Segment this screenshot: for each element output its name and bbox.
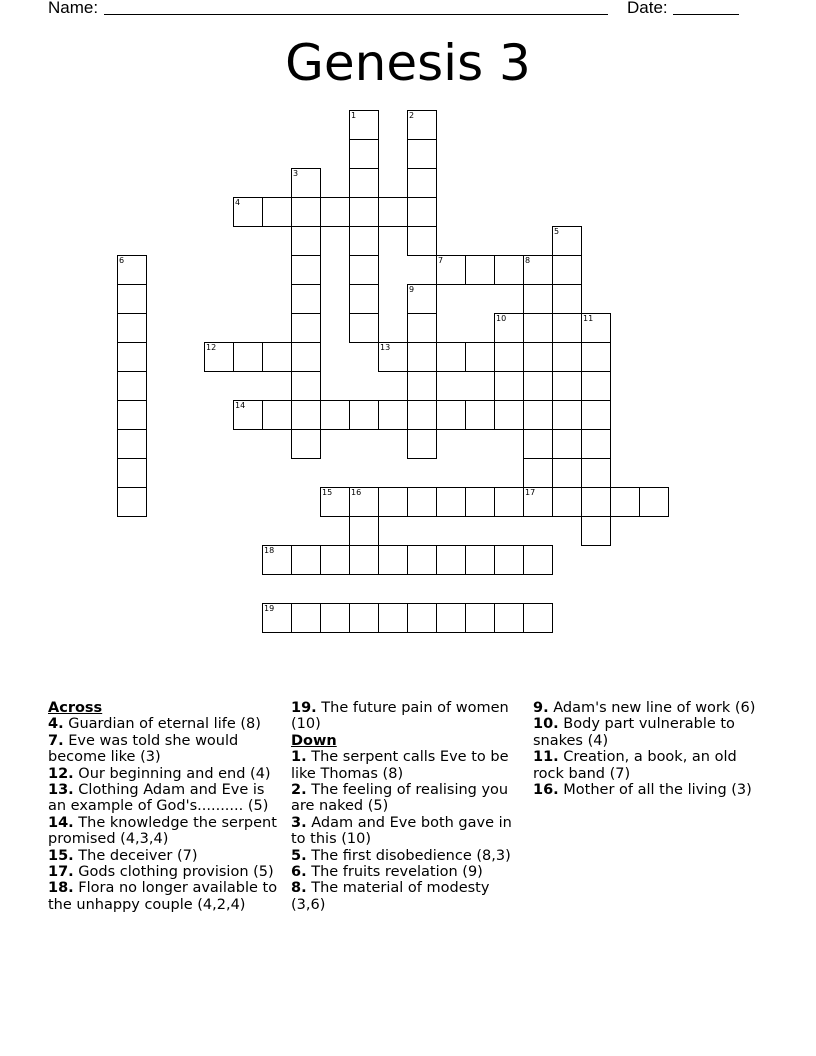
crossword-cell[interactable] xyxy=(523,545,553,575)
crossword-cell[interactable] xyxy=(117,429,147,459)
clue-item xyxy=(48,766,284,782)
clue-number: 5. xyxy=(291,847,307,864)
cell-number: 19 xyxy=(264,604,275,613)
clue-item xyxy=(291,864,523,880)
clue-number: 8. xyxy=(291,880,307,897)
crossword-cell[interactable] xyxy=(494,487,524,517)
crossword-cell[interactable] xyxy=(378,197,408,227)
crossword-cell[interactable] xyxy=(407,313,437,343)
clue-number: 1. xyxy=(291,749,307,766)
crossword-cell[interactable] xyxy=(204,342,234,372)
crossword-cell[interactable] xyxy=(378,545,408,575)
crossword-cell[interactable] xyxy=(291,371,321,401)
crossword-cell[interactable] xyxy=(291,603,321,633)
crossword-cell[interactable] xyxy=(552,458,582,488)
crossword-cell[interactable] xyxy=(117,255,147,285)
clue-number: 12. xyxy=(48,765,74,782)
crossword-cell[interactable] xyxy=(523,255,553,285)
crossword-cell[interactable] xyxy=(291,284,321,314)
crossword-cell[interactable] xyxy=(523,342,553,372)
clue-number: 11. xyxy=(533,749,559,766)
crossword-cell[interactable] xyxy=(494,342,524,372)
crossword-cell[interactable] xyxy=(523,284,553,314)
crossword-cell[interactable] xyxy=(523,487,553,517)
crossword-cell[interactable] xyxy=(349,168,379,198)
crossword-cell[interactable] xyxy=(523,458,553,488)
clues-column-2 xyxy=(291,700,523,913)
crossword-cell[interactable] xyxy=(436,545,466,575)
crossword-cell[interactable] xyxy=(262,342,292,372)
crossword-cell[interactable] xyxy=(552,400,582,430)
crossword-cell[interactable] xyxy=(349,139,379,169)
crossword-cell[interactable] xyxy=(552,429,582,459)
clue-number: 6. xyxy=(291,864,307,881)
crossword-cell[interactable] xyxy=(552,313,582,343)
clue-item xyxy=(48,716,284,732)
clue-number: 10. xyxy=(533,716,559,733)
crossword-cell[interactable] xyxy=(349,516,379,546)
crossword-cell[interactable] xyxy=(320,545,350,575)
crossword-cell[interactable] xyxy=(378,603,408,633)
crossword-cell[interactable] xyxy=(291,255,321,285)
crossword-cell[interactable] xyxy=(465,603,495,633)
crossword-cell[interactable] xyxy=(581,458,611,488)
crossword-cell[interactable] xyxy=(407,284,437,314)
clue-item xyxy=(48,864,284,880)
cell-number: 8 xyxy=(525,256,531,265)
crossword-cell[interactable] xyxy=(494,603,524,633)
crossword-cell[interactable] xyxy=(262,545,292,575)
cell-number: 17 xyxy=(525,488,536,497)
clue-number: 16. xyxy=(533,782,559,799)
clue-number: 3. xyxy=(291,814,307,831)
crossword-cell[interactable] xyxy=(262,197,292,227)
crossword-cell[interactable] xyxy=(349,400,379,430)
crossword-cell[interactable] xyxy=(552,487,582,517)
clue-item xyxy=(291,749,523,782)
crossword-cell[interactable] xyxy=(407,429,437,459)
name-label: Name: xyxy=(48,0,99,17)
crossword-cell[interactable] xyxy=(407,197,437,227)
crossword-cell[interactable] xyxy=(291,168,321,198)
crossword-cell[interactable] xyxy=(465,545,495,575)
crossword-cell[interactable] xyxy=(552,371,582,401)
clue-item xyxy=(533,749,769,782)
clue-text: Guardian of eternal life (8) xyxy=(68,716,261,733)
crossword-cell[interactable] xyxy=(117,371,147,401)
clue-item xyxy=(291,848,523,864)
crossword-cell[interactable] xyxy=(407,545,437,575)
crossword-cell[interactable] xyxy=(291,226,321,256)
crossword-cell[interactable] xyxy=(291,400,321,430)
down-heading: Down xyxy=(291,732,337,749)
crossword-cell[interactable] xyxy=(465,400,495,430)
cell-number: 7 xyxy=(438,256,444,265)
clue-item xyxy=(48,733,284,766)
crossword-cell[interactable] xyxy=(523,429,553,459)
crossword-cell[interactable] xyxy=(407,168,437,198)
crossword-cell[interactable] xyxy=(465,255,495,285)
crossword-cell[interactable] xyxy=(320,487,350,517)
crossword-cell[interactable] xyxy=(552,284,582,314)
crossword-cell[interactable] xyxy=(494,313,524,343)
cell-number: 15 xyxy=(322,488,333,497)
clue-number: 14. xyxy=(48,814,74,831)
clue-item xyxy=(291,815,523,848)
cell-number: 14 xyxy=(235,401,246,410)
crossword-cell[interactable] xyxy=(378,400,408,430)
crossword-cell[interactable] xyxy=(407,603,437,633)
clue-item xyxy=(48,848,284,864)
crossword-cell[interactable] xyxy=(581,371,611,401)
crossword-cell[interactable] xyxy=(117,458,147,488)
crossword-cell[interactable] xyxy=(494,400,524,430)
clue-item xyxy=(48,815,284,848)
clue-item xyxy=(291,782,523,815)
clue-text: Our beginning and end (4) xyxy=(78,765,271,782)
crossword-cell[interactable] xyxy=(291,197,321,227)
crossword-cell[interactable] xyxy=(407,110,437,140)
crossword-cell[interactable] xyxy=(320,197,350,227)
crossword-cell[interactable] xyxy=(117,284,147,314)
crossword-cell[interactable] xyxy=(378,342,408,372)
cell-number: 3 xyxy=(293,169,299,178)
crossword-cell[interactable] xyxy=(639,487,669,517)
crossword-cell[interactable] xyxy=(320,603,350,633)
clue-text: The fruits revelation (9) xyxy=(311,864,483,881)
crossword-cell[interactable] xyxy=(465,487,495,517)
cell-number: 16 xyxy=(351,488,362,497)
across-clue-list xyxy=(48,716,284,913)
crossword-cell[interactable] xyxy=(291,429,321,459)
crossword-cell[interactable] xyxy=(117,342,147,372)
crossword-cell[interactable] xyxy=(233,342,263,372)
crossword-cell[interactable] xyxy=(581,400,611,430)
cell-number: 12 xyxy=(206,343,217,352)
crossword-cell[interactable] xyxy=(552,342,582,372)
crossword-cell[interactable] xyxy=(407,400,437,430)
clue-number: 2. xyxy=(291,782,307,799)
crossword-cell[interactable] xyxy=(552,226,582,256)
crossword-cell[interactable] xyxy=(320,400,350,430)
clue-number: 7. xyxy=(48,732,64,749)
clue-item xyxy=(48,880,284,913)
clues-column-3 xyxy=(533,700,769,798)
crossword-cell[interactable] xyxy=(349,197,379,227)
crossword-cell[interactable] xyxy=(349,284,379,314)
crossword-cell[interactable] xyxy=(117,487,147,517)
clue-text: The feeling of realising you are naked (5) xyxy=(291,782,509,815)
crossword-cell[interactable] xyxy=(581,487,611,517)
clue-item xyxy=(291,880,523,913)
clue-text: Mother of all the living (3) xyxy=(563,782,752,799)
crossword-cell[interactable] xyxy=(610,487,640,517)
crossword-cell[interactable] xyxy=(494,371,524,401)
crossword-cell[interactable] xyxy=(523,371,553,401)
cell-number: 5 xyxy=(554,227,560,236)
crossword-cell[interactable] xyxy=(436,255,466,285)
clue-text: Flora no longer available to the unhappy couple (4,2,4) xyxy=(48,880,278,913)
crossword-cell[interactable] xyxy=(349,487,379,517)
crossword-cell[interactable] xyxy=(581,429,611,459)
crossword-cell[interactable] xyxy=(349,603,379,633)
clue-text: Eve was told she would become like (3) xyxy=(48,732,239,766)
cell-number: 1 xyxy=(351,111,357,120)
date-label: Date: xyxy=(627,0,668,17)
crossword-cell[interactable] xyxy=(465,342,495,372)
crossword-cell[interactable] xyxy=(349,545,379,575)
crossword-cell[interactable] xyxy=(494,545,524,575)
clue-item xyxy=(48,782,284,815)
clue-text: Adam's new line of work (6) xyxy=(553,700,756,716)
crossword-cell[interactable] xyxy=(407,226,437,256)
clue-text: The knowledge the serpent promised (4,3,4) xyxy=(48,814,277,848)
down-clue-list-continued xyxy=(533,700,769,798)
crossword-cell[interactable] xyxy=(262,603,292,633)
crossword-cell[interactable] xyxy=(262,400,292,430)
clue-text: The material of modesty (3,6) xyxy=(291,880,490,913)
crossword-cell[interactable] xyxy=(407,342,437,372)
clue-number: 18. xyxy=(48,880,74,897)
crossword-cell[interactable] xyxy=(523,603,553,633)
crossword-cell[interactable] xyxy=(291,545,321,575)
crossword-cell[interactable] xyxy=(291,342,321,372)
crossword-cell[interactable] xyxy=(581,342,611,372)
clue-text: The first disobedience (8,3) xyxy=(311,847,511,864)
clues-column-1 xyxy=(48,700,284,913)
clue-item xyxy=(533,782,769,798)
cell-number: 6 xyxy=(119,256,125,265)
clue-text: Body part vulnerable to snakes (4) xyxy=(533,716,735,749)
clue-text: The serpent calls Eve to be like Thomas (8) xyxy=(291,749,509,782)
crossword-cell[interactable] xyxy=(349,313,379,343)
crossword-cell[interactable] xyxy=(407,487,437,517)
crossword-cell[interactable] xyxy=(349,255,379,285)
crossword-cell[interactable] xyxy=(436,603,466,633)
crossword-cell[interactable] xyxy=(378,487,408,517)
clue-number: 19. xyxy=(291,700,317,716)
crossword-cell[interactable] xyxy=(233,400,263,430)
clue-number: 9. xyxy=(533,700,549,716)
cell-number: 2 xyxy=(409,111,415,120)
clue-item xyxy=(533,700,769,716)
crossword-cell[interactable] xyxy=(552,255,582,285)
cell-number: 4 xyxy=(235,198,241,207)
crossword-cell[interactable] xyxy=(291,313,321,343)
crossword-cell[interactable] xyxy=(436,400,466,430)
crossword-cell[interactable] xyxy=(349,226,379,256)
crossword-cell[interactable] xyxy=(436,342,466,372)
clue-text: The future pain of women (10) xyxy=(291,700,509,733)
crossword-cell[interactable] xyxy=(523,400,553,430)
across-heading: Across xyxy=(48,700,103,716)
clue-item xyxy=(291,700,523,733)
cell-number: 18 xyxy=(264,546,275,555)
crossword-cell[interactable] xyxy=(494,255,524,285)
crossword-cell[interactable] xyxy=(407,371,437,401)
crossword-cell[interactable] xyxy=(581,516,611,546)
crossword-cell[interactable] xyxy=(436,487,466,517)
clue-number: 17. xyxy=(48,864,74,881)
crossword-cell[interactable] xyxy=(233,197,263,227)
clue-number: 13. xyxy=(48,782,74,799)
clue-text: The deceiver (7) xyxy=(78,847,198,864)
cell-number: 13 xyxy=(380,343,391,352)
clue-text: Creation, a book, an old rock band (7) xyxy=(533,749,737,782)
crossword-cell[interactable] xyxy=(581,313,611,343)
clue-number: 4. xyxy=(48,716,64,733)
across-clue-list-continued xyxy=(291,700,523,733)
down-clue-list xyxy=(291,749,523,913)
crossword-cell[interactable] xyxy=(523,313,553,343)
clue-text: Gods clothing provision (5) xyxy=(78,864,274,881)
clue-text: Adam and Eve both gave in to this (10) xyxy=(291,814,512,848)
clue-number: 15. xyxy=(48,847,74,864)
cell-number: 11 xyxy=(583,314,594,323)
page-title: Genesis 3 xyxy=(285,34,531,92)
clue-item xyxy=(533,716,769,749)
clue-text: Clothing Adam and Eve is an example of God's.......... (5) xyxy=(48,782,269,815)
crossword-cell[interactable] xyxy=(349,110,379,140)
crossword-cell[interactable] xyxy=(117,400,147,430)
cell-number: 10 xyxy=(496,314,507,323)
cell-number: 9 xyxy=(409,285,415,294)
crossword-cell[interactable] xyxy=(407,139,437,169)
crossword-cell[interactable] xyxy=(117,313,147,343)
